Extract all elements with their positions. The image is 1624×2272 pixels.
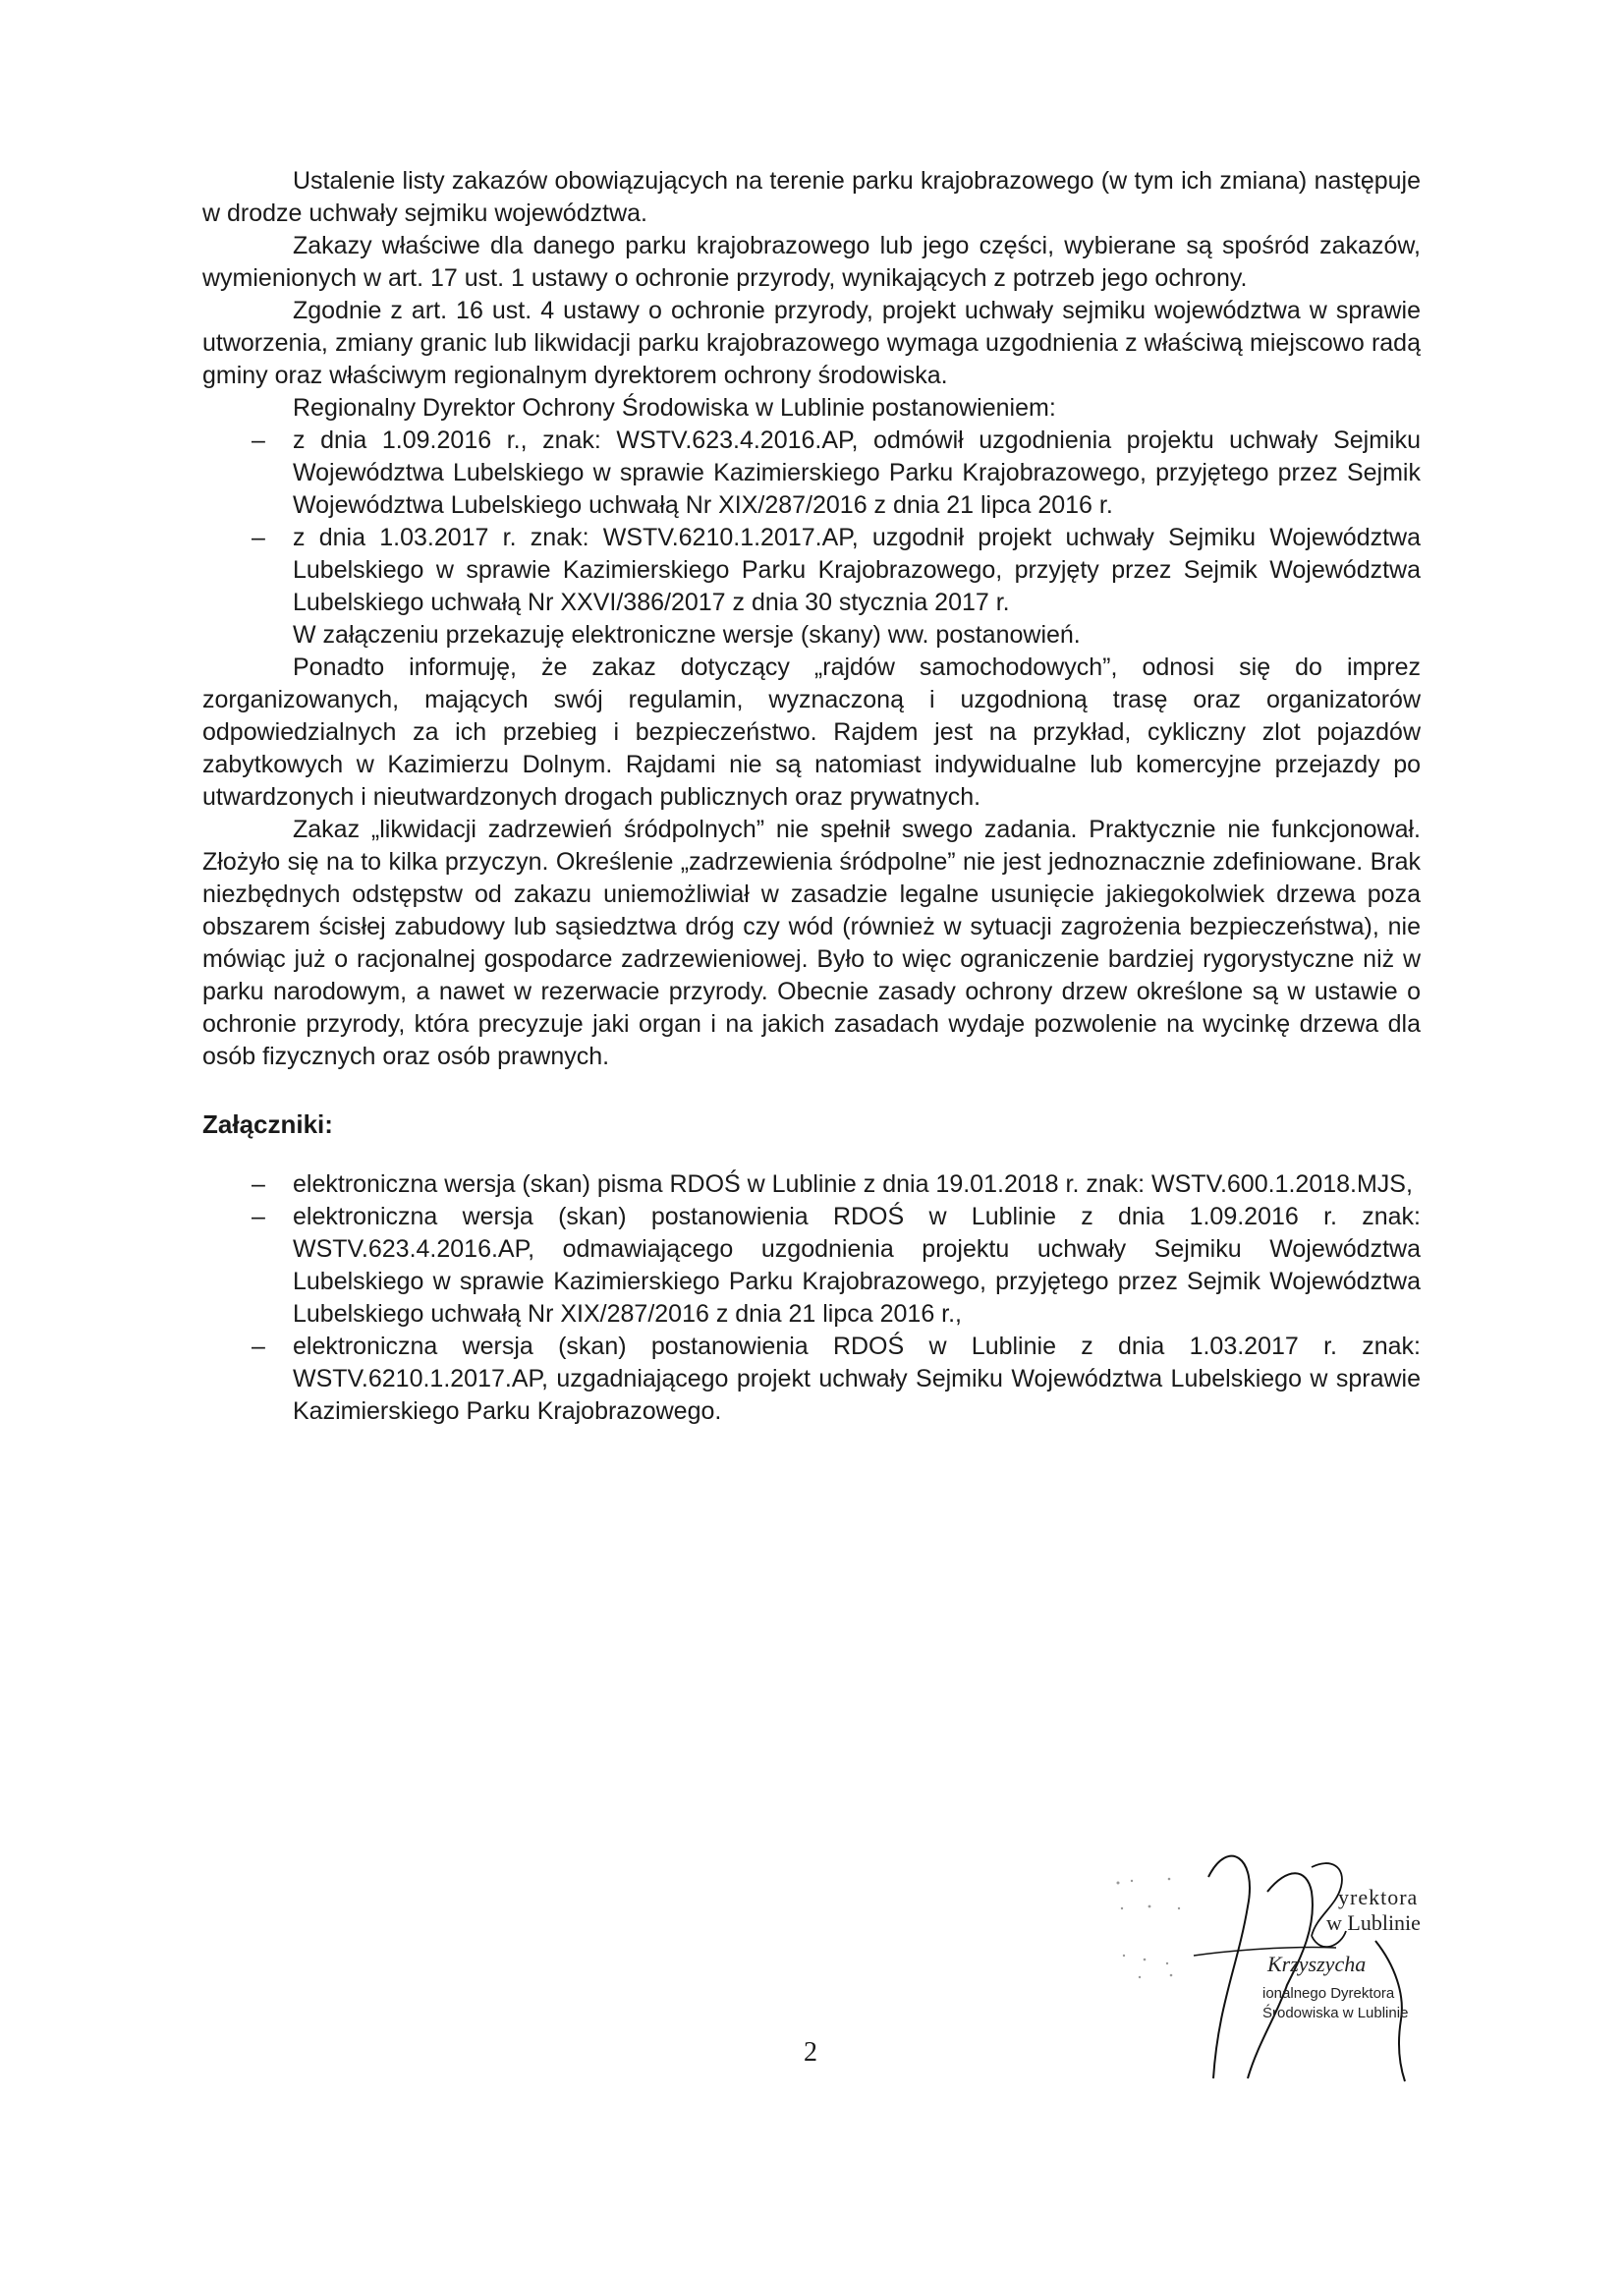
decisions-list [202, 425, 1421, 619]
paragraph: Ustalenie listy zakazów obowiązujących na terenie parku krajobrazowego (w tym ich zmiana) następuje w drodze uchwały sejmiku województwa. [202, 167, 1421, 227]
stamp-line: w Lublinie [1326, 1910, 1421, 1935]
list-item [202, 425, 1421, 522]
list-item-text: elektroniczna wersja (skan) postanowienia RDOŚ w Lublinie z dnia 1.03.2017 r. znak: WSTV.6210.1.2017.AP, uzgadniającego projekt uchwały Sejmiku Województwa Lubelskiego w sprawie Kazimierskiego Parku Krajobrazowego. [293, 1333, 1421, 1425]
stamp-line: Środowiska w Lublinie [1262, 2005, 1409, 2021]
list-item [202, 522, 1421, 619]
list-item-text: elektroniczna wersja (skan) pisma RDOŚ w Lublinie z dnia 19.01.2018 r. znak: WSTV.600.1.2018.MJS, [293, 1170, 1413, 1198]
paragraph: Regionalny Dyrektor Ochrony Środowiska w Lublinie postanowieniem: [293, 394, 1056, 422]
attachments-heading: Załączniki: [202, 1109, 333, 1139]
stamp-line: ionalnego Dyrektora [1262, 1985, 1395, 2002]
dash-bullet: – [252, 1203, 265, 1230]
page-number: 2 [804, 2037, 817, 2068]
list-item-text: z dnia 1.09.2016 r., znak: WSTV.623.4.2016.AP, odmówił uzgodnienia projektu uchwały Sejmiku Województwa Lubelskiego w sprawie Kazimierskiego Parku Krajobrazowego, przyjętego przez Sejmik Województwa Lubelskiego uchwałą Nr XIX/287/2016 z dnia 21 lipca 2016 r. [293, 426, 1421, 519]
list-item-text: elektroniczna wersja (skan) postanowienia RDOŚ w Lublinie z dnia 1.09.2016 r. znak: WSTV.623.4.2016.AP, odmawiającego uzgodnienia projektu uchwały Sejmiku Województwa Lubelskiego w sprawie Kazimierskiego Parku Krajobrazowego, przyjętego przez Sejmik Województwa Lubelskiego uchwałą Nr XIX/287/2016 z dnia 21 lipca 2016 r., [293, 1203, 1421, 1328]
list-item [202, 1331, 1421, 1428]
paragraph: Zakazy właściwe dla danego parku krajobrazowego lub jego części, wybierane są spośród zakazów, wymienionych w art. 17 ust. 1 ustawy o ochronie przyrody, wynikających z potrzeb jego ochrony. [202, 232, 1421, 292]
list-item-text: z dnia 1.03.2017 r. znak: WSTV.6210.1.2017.AP, uzgodnił projekt uchwały Sejmiku Województwa Lubelskiego w sprawie Kazimierskiego Parku Krajobrazowego, przyjęty przez Sejmik Województwa Lubelskiego uchwałą Nr XXVI/386/2017 z dnia 30 stycznia 2017 r. [293, 524, 1421, 616]
list-item [202, 1201, 1421, 1331]
paragraph: Zakaz „likwidacji zadrzewień śródpolnych” nie spełnił swego zadania. Praktycznie nie funkcjonował. Złożyło się na to kilka przyczyn. Określenie „zadrzewienia śródpolne” nie jest jednoznacznie zdefiniowane. Brak niezbędnych odstępstw od zakazu uniemożliwiał w zasadzie legalne usunięcie jakiegokolwiek drzewa poza obszarem ścisłej zabudowy lub sąsiedztwa dróg czy wód (również w sytuacji zagrożenia bezpieczeństwa), nie mówiąc już o racjonalnej gospodarce zadrzewieniowej. Było to więc ograniczenie bardziej rygorystyczne niż w parku narodowym, a nawet w rezerwacie przyrody. Obecnie zasady ochrony drzew określone są w ustawie o ochronie przyrody, która precyzuje jaki organ i na jakich zasadach wydaje pozwolenie na wycinkę drzewa dla osób fizycznych oraz osób prawnych. [202, 816, 1421, 1070]
signature-stamp [1110, 1847, 1464, 2083]
dash-bullet: – [252, 1333, 265, 1360]
paragraph: Zgodnie z art. 16 ust. 4 ustawy o ochronie przyrody, projekt uchwały sejmiku województwa w sprawie utworzenia, zmiany granic lub likwidacji parku krajobrazowego wymaga uzgodnienia z właściwą miejscowo radą gminy oraz właściwym regionalnym dyrektorem ochrony środowiska. [202, 297, 1421, 389]
stamp-line: yrektora [1338, 1885, 1419, 1909]
paragraph: W załączeniu przekazuję elektroniczne wersje (skany) ww. postanowień. [293, 621, 1081, 649]
stamp-dots [1117, 1878, 1181, 1979]
stamp-signature: Krzyszycha [1267, 1952, 1367, 1976]
list-item [202, 1168, 1421, 1201]
dash-bullet: – [252, 426, 265, 454]
dash-bullet: – [252, 1170, 265, 1198]
dash-bullet: – [252, 524, 265, 551]
letter-body [202, 165, 1421, 1428]
paragraph: Ponadto informuję, że zakaz dotyczący „rajdów samochodowych”, odnosi się do imprez zorganizowanych, mających swój regulamin, wyznaczoną i uzgodnioną trasę oraz organizatorów odpowiedzialnych za ich przebieg i bezpieczeństwo. Rajdem jest na przykład, cykliczny zlot pojazdów zabytkowych w Kazimierzu Dolnym. Rajdami nie są natomiast indywidualne lub komercyjne przejazdy po utwardzonych i nieutwardzonych drogach publicznych oraz prywatnych. [202, 653, 1421, 811]
attachments-list [202, 1168, 1421, 1428]
